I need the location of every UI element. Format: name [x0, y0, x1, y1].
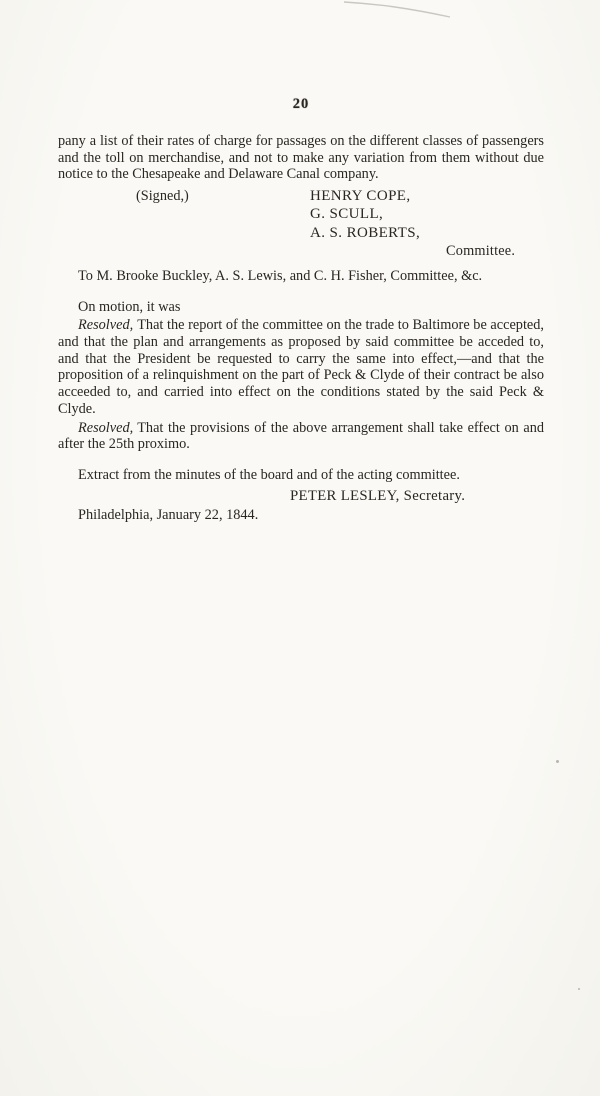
- opening-paragraph: pany a list of their rates of charge for passages on the different classes of passengers and the toll on merchandise, and not to make any variation from them without due notice to the Chesapeake and Delaware Canal company.: [58, 133, 544, 183]
- signature-block: [58, 187, 544, 260]
- signature-name: A. S. ROBERTS,: [310, 224, 421, 241]
- committee-label: Committee.: [446, 242, 516, 259]
- resolved-label: Resolved,: [78, 317, 134, 334]
- dateline: Philadelphia, January 22, 1844.: [78, 507, 259, 524]
- scan-speck: [556, 760, 559, 763]
- resolution-2: [58, 420, 544, 453]
- signature-list: [310, 187, 544, 260]
- signature-name: G. SCULL,: [310, 206, 384, 223]
- signed-label: (Signed,): [136, 188, 189, 205]
- extract-paragraph: Extract from the minutes of the board and of the acting committee.: [78, 466, 460, 483]
- scan-speck: [578, 988, 580, 990]
- signature-name: HENRY COPE,: [310, 188, 411, 205]
- addressees-paragraph: To M. Brooke Buckley, A. S. Lewis, and C. H. Fisher, Committee, &c.: [78, 267, 483, 284]
- motion-line: On motion, it was: [78, 298, 181, 315]
- secretary-line: PETER LESLEY, Secretary.: [290, 487, 466, 504]
- resolution-text: That the report of the committee on the trade to Baltimore be accepted, and that the plan and arrangements as proposed by said committee be acceded to, and that the President be requested to carry the same into effect,—and that the proposition of a relinquishment on the part of Peck & Clyde of their contract be also acceeded to, and carried into effect on the conditions stated by the said Peck & Clyde.: [58, 317, 544, 417]
- resolved-label: Resolved,: [78, 419, 134, 436]
- page-number: 20: [292, 96, 310, 112]
- scan-artifact-mark: [338, 0, 458, 20]
- resolution-text: That the provisions of the above arrangement shall take effect on and after the 25th proximo.: [58, 419, 544, 453]
- resolution-1: [58, 317, 544, 417]
